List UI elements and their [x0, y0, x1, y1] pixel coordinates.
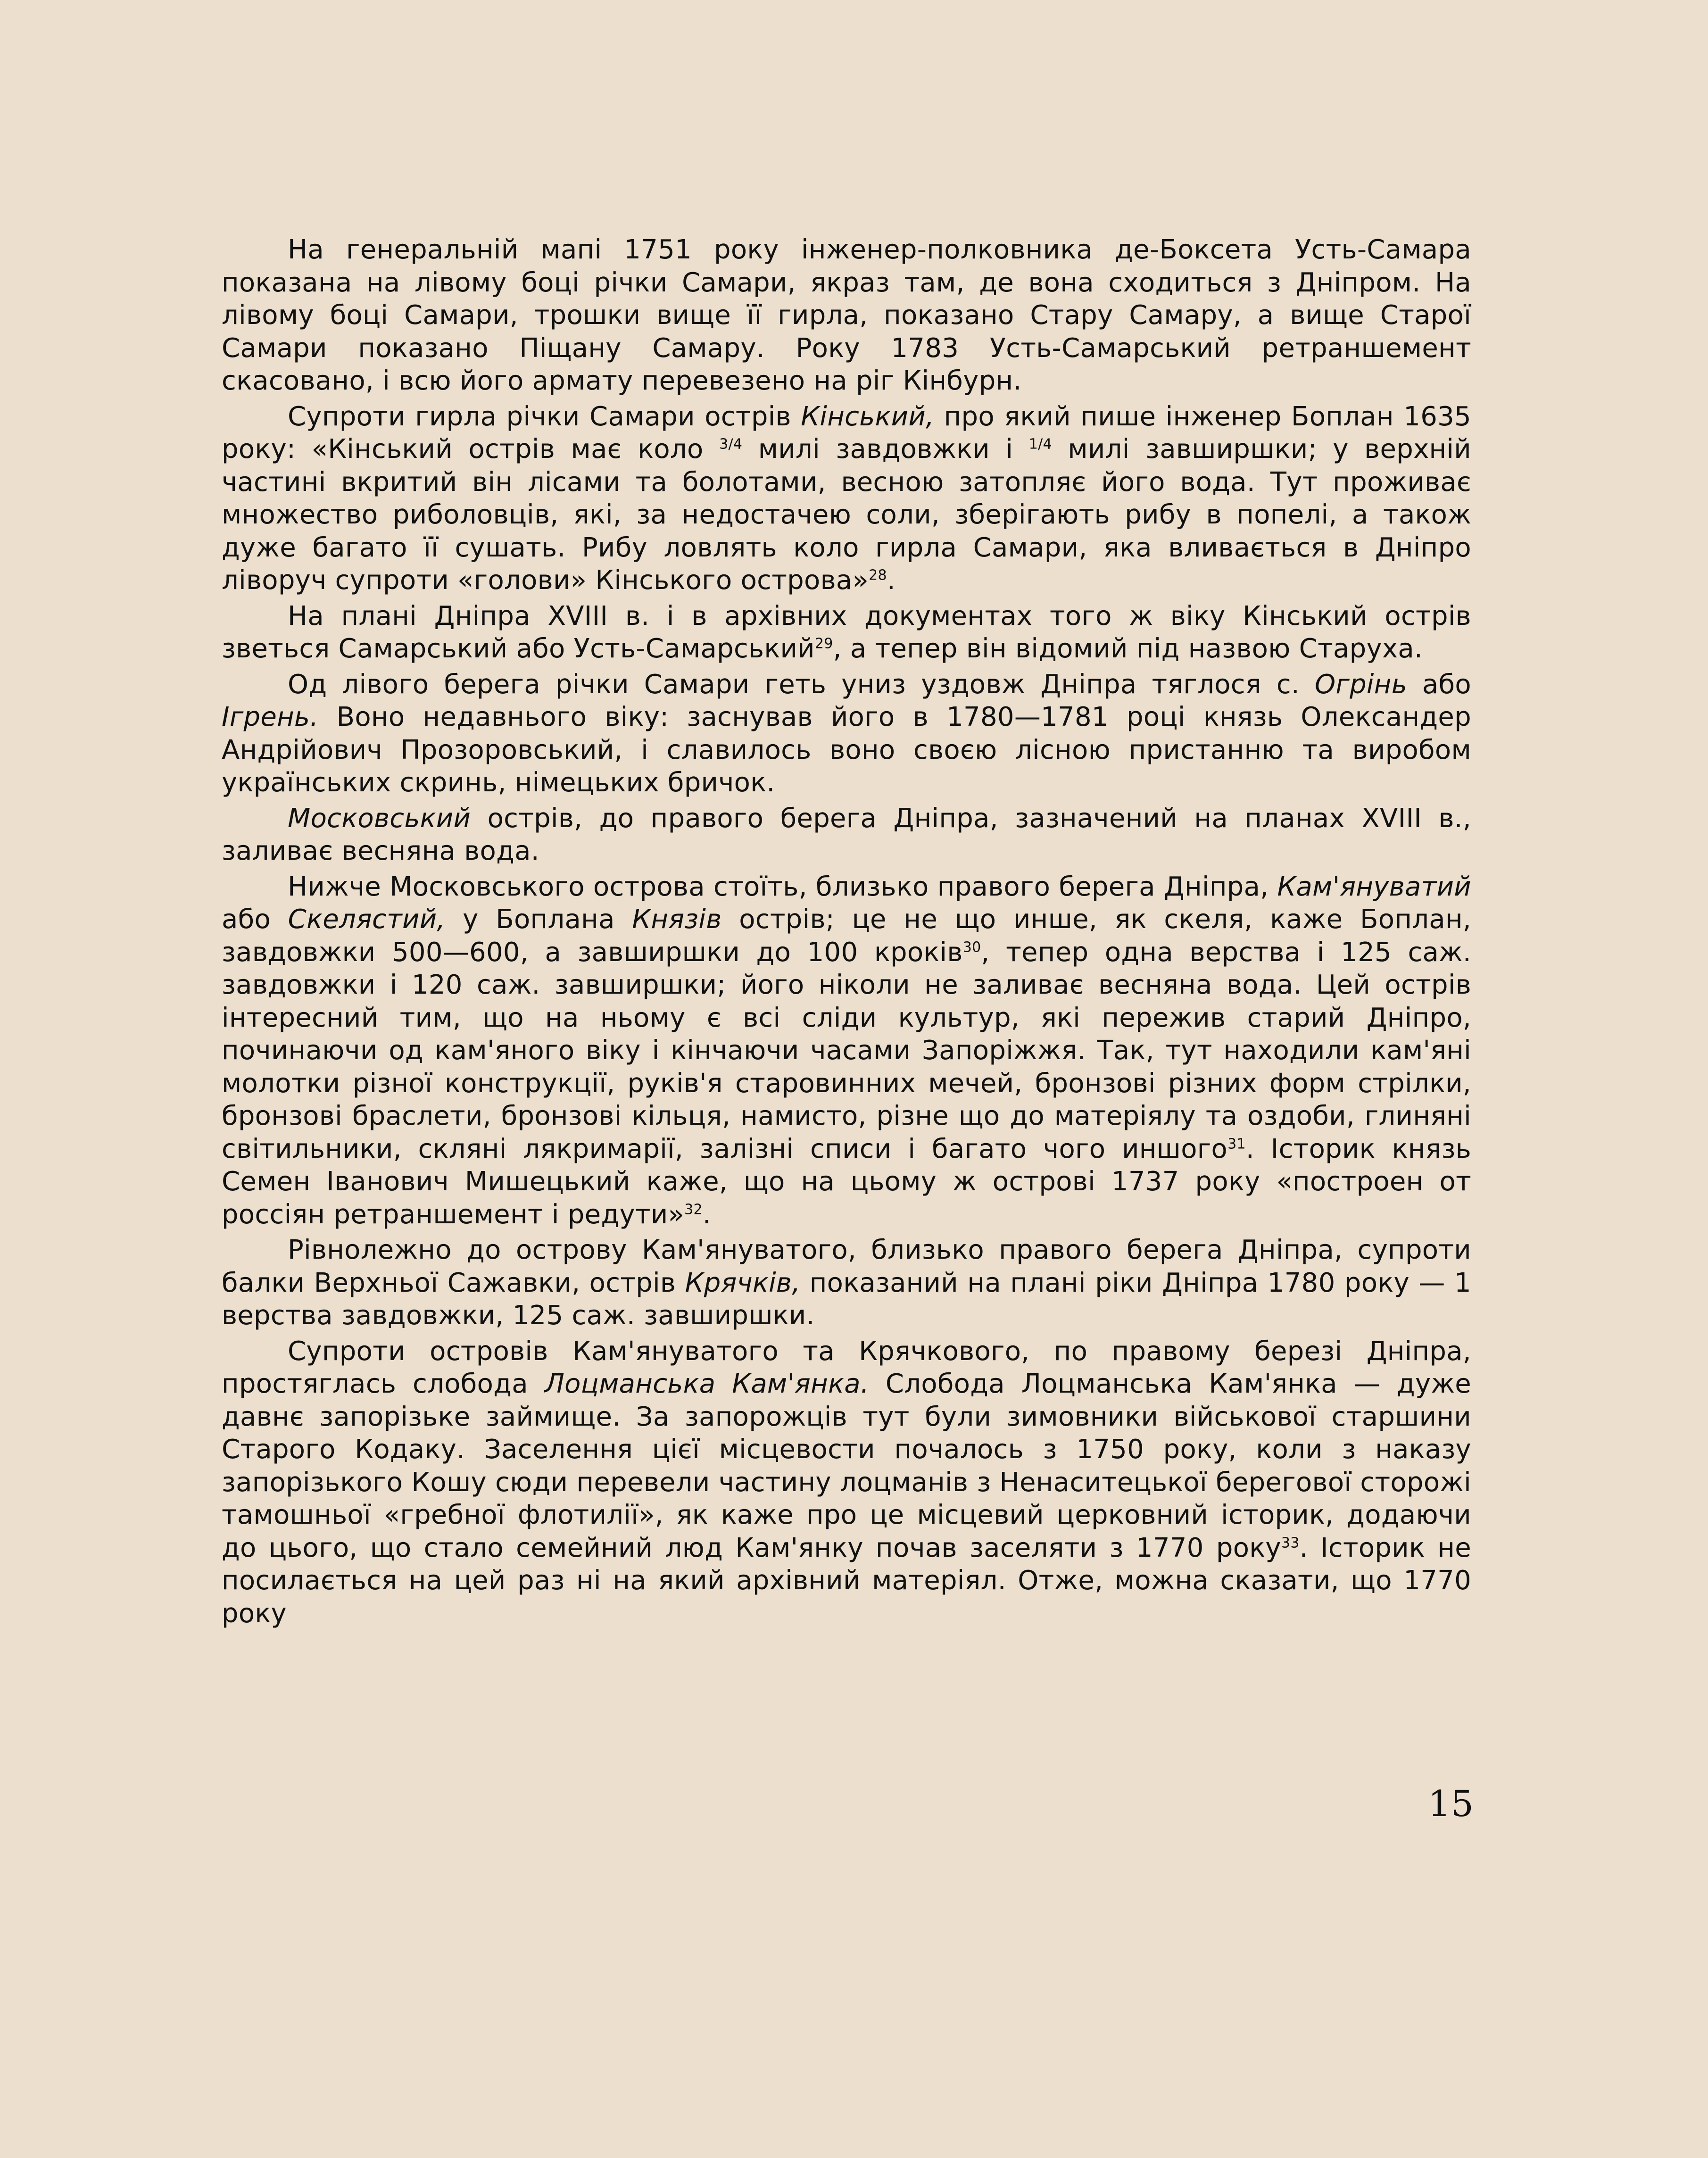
paragraph	[222, 233, 1471, 398]
text-run: На плані Дніпра XVIII в. і в архівних документах того ж віку Кінський острів зветься Самарський або Усть-Самарський	[222, 600, 1471, 664]
italic-term: Огрінь	[1314, 669, 1408, 700]
page-number: 15	[1428, 1783, 1474, 1825]
italic-term: Московський	[288, 803, 471, 834]
body-text	[222, 233, 1471, 1630]
paragraph	[222, 400, 1471, 597]
text-run: Нижче Московського острова стоїть, близько правого берега Дніпра,	[288, 871, 1277, 902]
paragraph	[222, 1335, 1471, 1630]
paragraph	[222, 600, 1471, 665]
italic-term: Скелястий,	[288, 904, 446, 935]
italic-term: Князів	[632, 904, 722, 935]
text-run: або	[222, 904, 288, 935]
text-run: . Історик не посилається на цей раз ні на який архівний матеріял. Отже, можна сказати, що 1770 року	[222, 1532, 1471, 1629]
footnote-ref: 29	[814, 635, 833, 652]
text-run: .	[887, 565, 895, 596]
paragraph	[222, 871, 1471, 1231]
paragraph	[222, 668, 1471, 799]
footnote-ref: 33	[1281, 1534, 1300, 1551]
footnote-ref: 1/4	[1028, 436, 1052, 453]
text-run: острів, до правого берега Дніпра, зазначений на планах XVIII в., заливає весняна вода.	[222, 803, 1471, 866]
text-run: .	[702, 1199, 711, 1230]
text-run: , тепер одна верства і 125 саж. завдовжки і 120 саж. завширшки; його ніколи не заливає весняна вода. Цей острів інтересний тим, що на ньому є всі сліди культур, які пережив старий Дніпро, починаючи од кам'яного віку і кінчаючи часами Запоріжжя. Так, тут находили кам'яні молотки різної конструкції, руків'я старовинних мечей, бронзові різних форм стрілки, бронзові браслети, бронзові кільця, намисто, різне що до матеріялу та оздоби, глиняні світильники, скляні лякримарії, залізні списи і багато чого иншого	[222, 937, 1471, 1164]
footnote-ref: 30	[962, 938, 981, 955]
text-run: . Історик князь Семен Іванович Мишецький каже, що на цьому ж острові 1737 року «построен от россіян ретраншемент і редути»	[222, 1133, 1471, 1230]
footnote-ref: 31	[1227, 1135, 1246, 1152]
text-run: Воно недавнього віку: заснував його в 1780—1781 році князь Олександер Андрійович Прозоровський, і славилось воно своєю лісною пристанню та виробом українських скринь, німецьких бричок.	[222, 702, 1471, 798]
text-run: про який пише інженер Боплан 1635 року: «Кінський острів має коло	[222, 401, 1471, 465]
text-run: показаний на плані ріки Дніпра 1780 року — 1 верства завдовжки, 125 саж. завширшки.	[222, 1267, 1471, 1331]
paragraph	[222, 802, 1471, 868]
italic-term: Крячків,	[685, 1267, 801, 1298]
footnote-ref: 3/4	[719, 436, 743, 453]
text-run: острів; це не що инше, як скеля, каже Боплан, завдовжки 500—600, а завширшки до 100 кроків	[222, 904, 1471, 968]
text-run: , а тепер він відомий під назвою Стаpуха.	[833, 633, 1423, 664]
italic-term: Кінський,	[801, 401, 935, 432]
italic-term: Кам'януватий	[1277, 871, 1471, 902]
text-run: або	[1407, 669, 1471, 700]
text-run: Од лівого берега річки Самари геть униз уздовж Дніпра тяглося с.	[288, 669, 1315, 700]
text-run: Супроти гирла річки Самари острів	[288, 401, 801, 432]
text-run: Супроти островів Кам'януватого та Крячкового, по правому березі Дніпра, простяглась слобода	[222, 1336, 1471, 1399]
footnote-ref: 32	[684, 1201, 703, 1218]
text-run: Рівнолежно до острову Кам'януватого, близько правого берега Дніпра, супроти балки Верхньої Сажавки, острів	[222, 1235, 1471, 1298]
text-run: милі завдовжки і	[742, 434, 1029, 465]
italic-term: Ігрень.	[222, 702, 319, 732]
paragraph	[222, 1234, 1471, 1332]
text-run: милі завширшки; у верхній частині вкритий він лісами та болотами, весною затопляє його вода. Тут проживає множество риболовців, які, за недостачею соли, зберігають рибу в попелі, а також дуже багато її сушать. Рибу ловлять коло гирла Самари, яка вливається в Дніпро ліворуч супроти «голови» Кінського острова»	[222, 434, 1471, 596]
footnote-ref: 28	[869, 567, 887, 584]
text-run: Слобода Лоцманська Кам'янка — дуже давнє запорізьке займище. За запорожців тут були зимовники військової старшини Старого Кодаку. Заселення цієї місцевости почалось з 1750 року, коли з наказу запорізького Кошу сюди перевели частину лоцманів з Ненаситецької берегової сторожі тамошньої «гребної флотилії», як каже про це місцевий церковний історик, додаючи до цього, що стало семейний люд Кам'янку почав заселяти з 1770 року	[222, 1369, 1471, 1563]
text-run: На генеральній мапі 1751 року інженер-полковника де-Боксета Усть-Самара показана на лівому боці річки Самари, якраз там, де вона сходиться з Дніпром. На лівому боці Самари, трошки вище її гирла, показано Стару Самару, а вище Старої Самари показано Піщану Самару. Року 1783 Усть-Самарський ретраншемент скасовано, і всю його армату перевезено на ріг Кінбурн.	[222, 234, 1471, 396]
italic-term: Лоцманська Кам'янка.	[544, 1369, 869, 1399]
text-run: у Боплана	[445, 904, 632, 935]
